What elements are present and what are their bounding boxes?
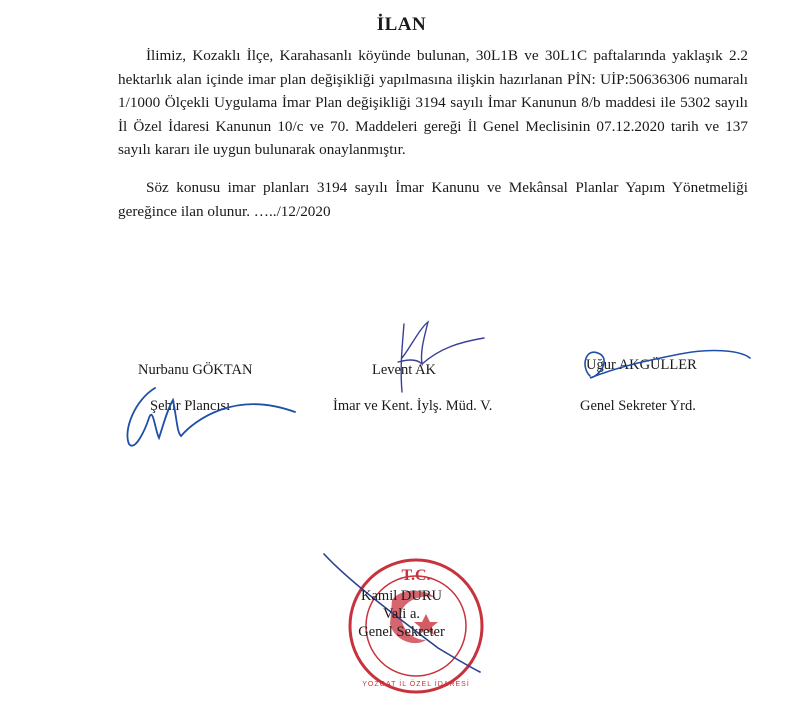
notice-paragraph-1: İlimiz, Kozaklı İlçe, Karahasanlı köyünde bulunan, 30L1B ve 30L1C paftalarında yaklaşık 2.2 hektarlık alan içinde imar plan değişikliği yapılmasına ilişkin hazırlanan PİN: UİP:50636306 numaralı 1/1000 Ölçekli Uygulama İmar Plan değişikliği 3194 sayılı İmar Kanunun 8/b maddesi ile 5302 sayılı İl Özel İdaresi Kanunun 10/c ve 70. Maddeleri gereği İl Genel Meclisinin 07.12.2020 tarih ve 137 sayılı kararı ile uygun bulunarak onaylanmıştır. xyxy=(118,47,748,158)
approver-name: Kamil DURU xyxy=(361,588,442,604)
signatory-2-title: İmar ve Kent. İylş. Müd. V. xyxy=(333,398,493,414)
signatory-1-title-text: Şehir Plancısı xyxy=(150,398,231,414)
notice-paragraph-2: Söz konusu imar planları 3194 sayılı İmar Kanunu ve Mekânsal Planlar Yapım Yönetmeliği gereğince ilan olunur. …../12/2020 xyxy=(118,179,748,220)
signatory-3-title: Genel Sekreter Yrd. xyxy=(580,398,696,414)
signatory-3-name: Uğur AKGÜLLER xyxy=(586,357,697,373)
approver-title: Genel Sekreter xyxy=(358,624,445,640)
signature-1-icon xyxy=(115,360,315,460)
signature-2-icon xyxy=(380,318,490,398)
stamp-ring-text: YOZGAT İL ÖZEL İDARESİ xyxy=(362,681,470,688)
stamp-top-text: T.C. xyxy=(401,567,431,584)
document-title: İLAN xyxy=(376,14,427,35)
signatory-1-name: Nurbanu GÖKTAN xyxy=(138,362,253,378)
signature-3-icon xyxy=(560,336,760,396)
signatory-2-name: Levent AK xyxy=(372,362,437,378)
approver-line2: Vali a. xyxy=(382,606,421,622)
